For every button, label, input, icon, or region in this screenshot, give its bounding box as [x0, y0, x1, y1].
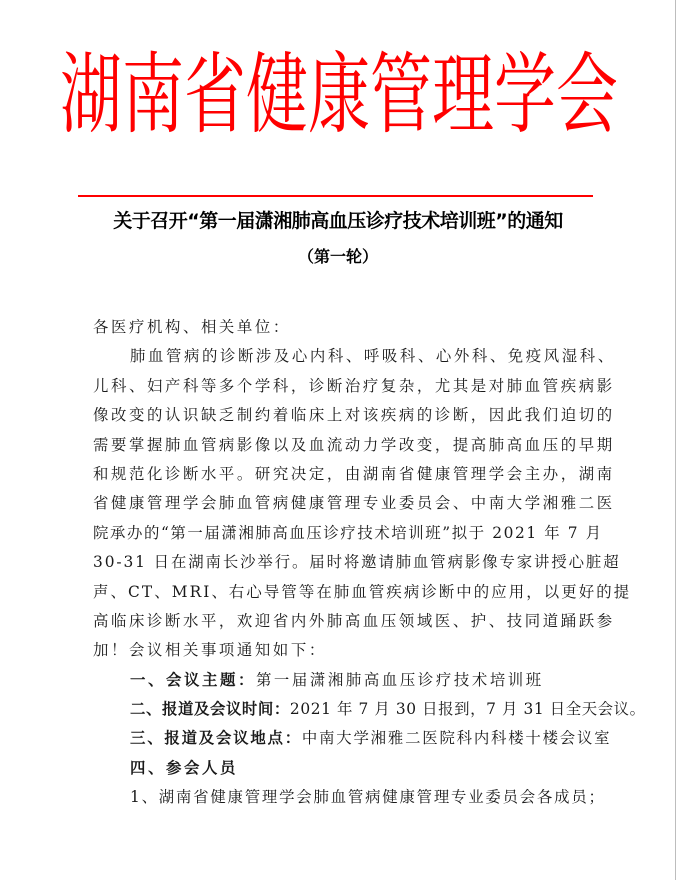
- section-label: 一、会议主题：: [130, 670, 256, 689]
- paragraph-line: 加！会议相关事项通知如下：: [93, 641, 327, 660]
- paragraph-line: 声、CT、MRI、右心导管等在肺血管疾病诊断中的应用，以更好的提: [93, 582, 632, 601]
- masthead-char: 理: [432, 42, 495, 147]
- participant-item: 1、湖南省健康管理学会肺血管病健康管理专业委员会各成员；: [130, 788, 606, 807]
- notice-title: 关于召开“第一届潇湘肺高血压诊疗技术培训班”的通知: [113, 210, 563, 232]
- section-theme: [93, 666, 593, 695]
- notice-subtitle: （第一轮）: [297, 247, 378, 266]
- paragraph-line: 肺血管病的诊断涉及心内科、呼吸科、心外科、免疫风湿科、: [130, 347, 616, 366]
- paragraph-line: 30-31 日在湖南长沙举行。届时将邀请肺血管病影像专家讲授心脏超: [93, 553, 621, 572]
- masthead-char: 南: [122, 42, 185, 147]
- paragraph-line: 省健康管理学会肺血管病健康管理专业委员会、中南大学湘雅二医: [93, 494, 615, 513]
- masthead-title: [60, 40, 619, 150]
- masthead-char: 省: [184, 42, 247, 147]
- paragraph-line: 院承办的“第一届潇湘肺高血压诊疗技术培训班”拟于 2021 年 7 月: [93, 523, 603, 542]
- masthead-char: 管: [370, 42, 433, 147]
- section-label: 二、报道及会议时间：: [130, 700, 290, 719]
- section-location: [93, 724, 612, 753]
- section-value: 2021 年 7 月 30 日报到，7 月 31 日全天会议。: [289, 700, 646, 719]
- notice-body: [93, 313, 646, 813]
- paragraph-line: 和规范化诊断水平。研究决定，由湖南省健康管理学会主办，湖南: [93, 464, 615, 483]
- paragraph-line: 需要掌握肺血管病影像以及血流动力学改变，提高肺高血压的早期: [93, 435, 615, 454]
- red-divider: [78, 195, 593, 197]
- section-participants: [93, 754, 593, 783]
- masthead-char: 健: [246, 42, 309, 147]
- section-label: 三、报道及会议地点：: [130, 729, 302, 748]
- section-label: 四、参会人员: [130, 758, 238, 777]
- paragraph-line: 高临床诊断水平，欢迎省内外肺高血压领域医、护、技同道踊跃参: [93, 611, 615, 630]
- masthead-char: 学: [494, 42, 557, 147]
- section-value: 第一届潇湘肺高血压诊疗技术培训班: [255, 670, 544, 689]
- masthead-char: 会: [556, 42, 619, 147]
- section-value: 中南大学湘雅二医院科内科楼十楼会议室: [301, 729, 612, 748]
- salutation: 各医疗机构、相关单位：: [93, 318, 291, 336]
- paragraph-line: 像改变的认识缺乏制约着临床上对该疾病的诊断，因此我们迫切的: [93, 406, 615, 425]
- masthead-char: 湖: [60, 42, 123, 147]
- section-time: [93, 695, 646, 724]
- masthead-char: 康: [308, 42, 371, 147]
- paragraph-line: 儿科、妇产科等多个学科，诊断治疗复杂，尤其是对肺血管疾病影: [93, 376, 615, 395]
